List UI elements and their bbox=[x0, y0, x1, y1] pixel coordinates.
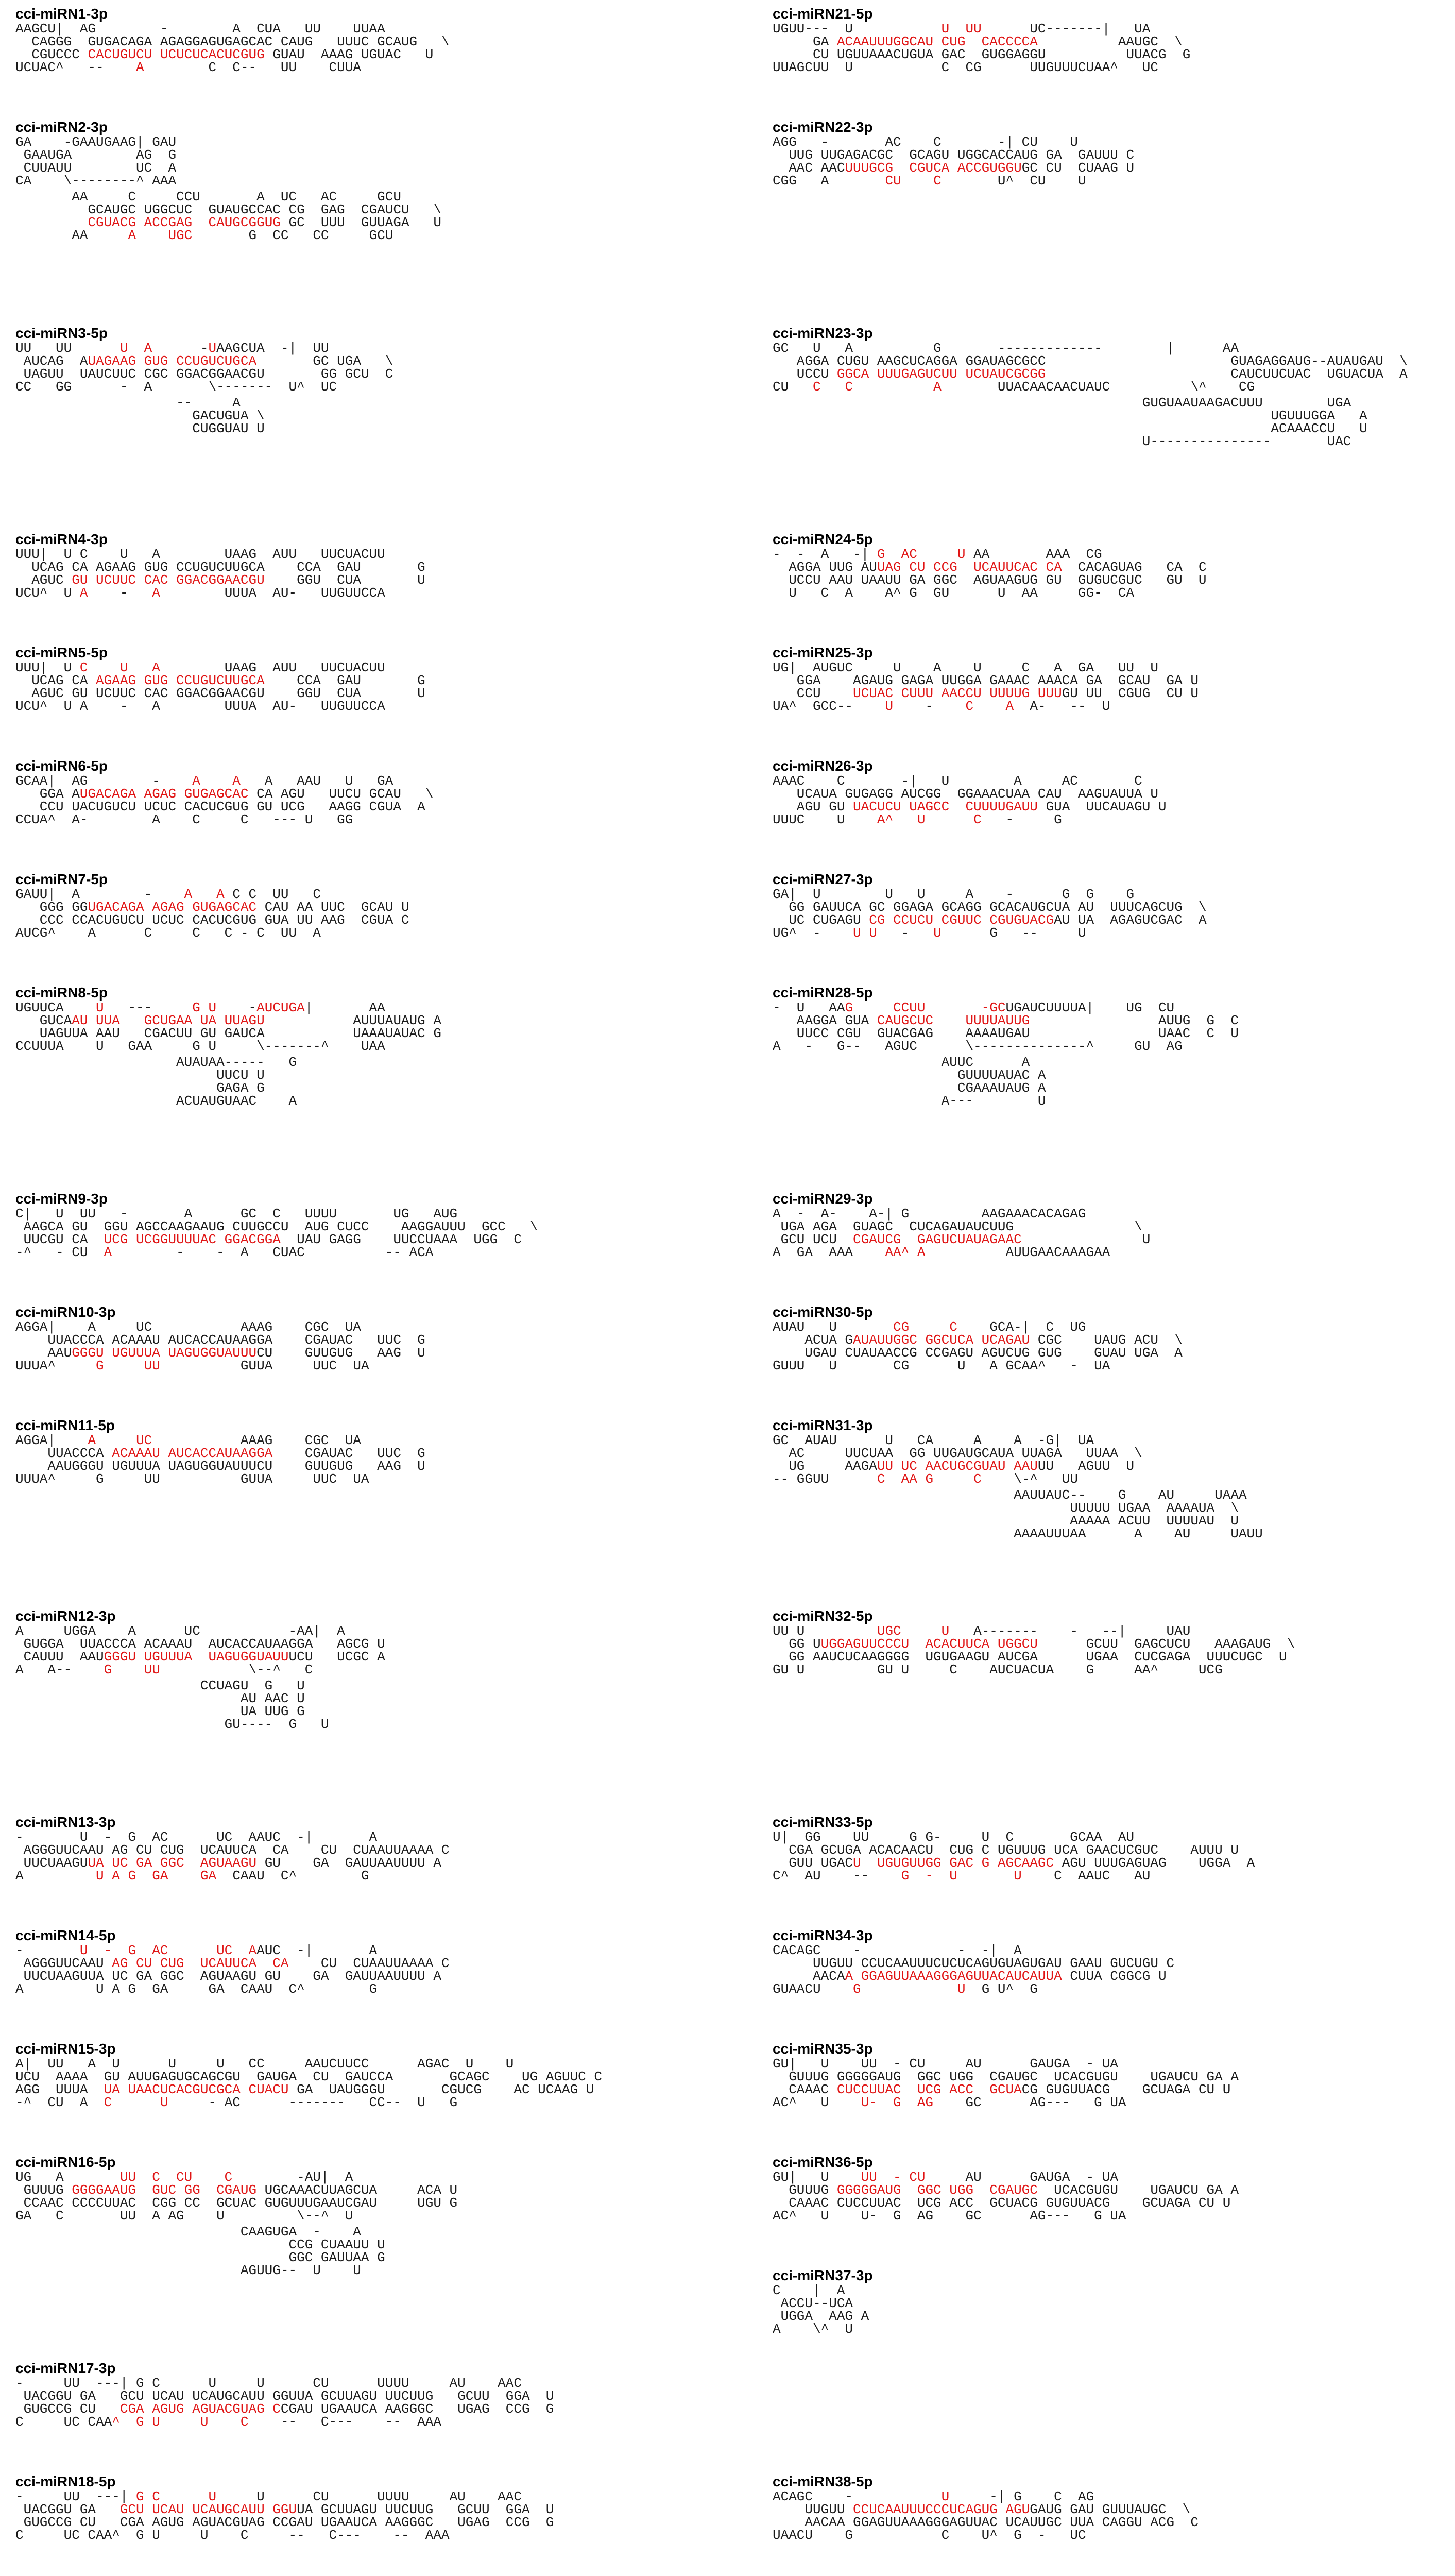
mature-mirna-segment: CGAUCG GAGUCUAUAGAAC bbox=[853, 1232, 1022, 1247]
mature-mirna-segment: U bbox=[917, 812, 926, 827]
mature-mirna-segment: UGACAGA AGAG GUGAGCAC bbox=[79, 786, 249, 802]
mature-mirna-segment: UCUAC CUUU AACCU UUUUG UUU bbox=[853, 686, 1062, 701]
mature-mirna-segment: UGGAGUUCCCU ACACUUCA UGGCU bbox=[820, 1636, 1038, 1652]
mature-mirna-segment: GGGGGAUG GGC UGG CGAUGC bbox=[836, 2182, 1038, 2198]
mature-mirna-segment: U UU bbox=[941, 21, 982, 37]
mature-mirna-segment: GGGU UGUUUA UAGUGGUAUU bbox=[104, 1649, 289, 1665]
mature-mirna-segment: U bbox=[208, 2489, 217, 2504]
mature-mirna-segment: G CCUU -GC bbox=[845, 1000, 1006, 1015]
mirna-name: cci-miRN2-3p bbox=[15, 119, 108, 135]
hairpin-structure: UGUU--- U U UU UC-------| UA GA ACAAUUUGGCAU CUG CACCCCA AAUGC \ CU UGUUAAACUGUA GAC GUGGAGGU UUACG G UUAGCUU U C CG UUGUUUCUAA^ UC bbox=[773, 21, 1191, 75]
mature-mirna-segment: G bbox=[104, 1662, 112, 1677]
mature-mirna-segment: C bbox=[933, 173, 942, 189]
hairpin-block bbox=[773, 2154, 1442, 2223]
hairpin-structure: GC AUAU U CA A A -G| UA AC UUCUAA GG UUGAUGCAUA UUAGA UUAA \ UG AAGAUU UC AACUGCGUAU AAUUU AGUU U -- GGUU C AA G C \-^ UU bbox=[773, 1433, 1142, 1487]
mirna-name: cci-miRN26-3p bbox=[773, 758, 873, 774]
hairpin-block bbox=[773, 984, 1442, 1108]
mature-mirna-segment: CCUCAAUUUCCCUCAGUG AGU bbox=[853, 2502, 1030, 2517]
mirna-name: cci-miRN25-3p bbox=[773, 645, 873, 660]
hairpin-block bbox=[773, 1417, 1442, 1540]
mature-mirna-segment: U A bbox=[119, 341, 152, 356]
mirna-name: cci-miRN31-3p bbox=[773, 1417, 873, 1433]
mature-mirna-segment: C bbox=[965, 699, 974, 714]
mirna-name: cci-miRN29-3p bbox=[773, 1191, 873, 1207]
mature-mirna-segment: GCU UCAU UCAUGCAUU GGU bbox=[119, 2502, 297, 2517]
hairpin-block bbox=[773, 1607, 1442, 1676]
mature-mirna-segment: A bbox=[152, 585, 160, 601]
mirna-name: cci-miRN30-5p bbox=[773, 1304, 873, 1320]
mirna-name: cci-miRN27-3p bbox=[773, 871, 873, 887]
mature-mirna-segment: UU UC AACUGCGUAU AAU bbox=[877, 1459, 1038, 1474]
hairpin-structure: AGG - AC C -| CU U UUG UUGAGACGC GCAGU UGGCACCAUG GA GAUUU C AAC AACUUUGCG CGUCA ACCGUGGUGC CU CUAAG U CGG A CU C U^ CU U bbox=[773, 134, 1135, 189]
mature-mirna-segment: UU bbox=[144, 1358, 160, 1374]
mature-mirna-segment: CACUGUCU UCUCUCACUCGUG bbox=[88, 47, 265, 62]
mature-mirna-segment: G AC bbox=[877, 547, 917, 562]
hairpin-block bbox=[773, 5, 1442, 74]
mirna-name: cci-miRN15-3p bbox=[15, 2041, 116, 2057]
mature-mirna-segment: G - U bbox=[901, 1868, 957, 1884]
mature-mirna-segment: U bbox=[885, 699, 894, 714]
mature-mirna-segment: C bbox=[79, 660, 88, 675]
mature-mirna-segment: U bbox=[1014, 1868, 1022, 1884]
hairpin-structure: C | A ACCU--UCA UGGA AAG A A \^ U bbox=[773, 2283, 869, 2337]
mature-mirna-segment: GGGGAAUG GUC GG CGAUG bbox=[72, 2182, 257, 2198]
mature-mirna-segment: AG CU CUG UCAUUCA CA bbox=[112, 1956, 289, 1971]
hairpin-structure-continuation: AUUC A GUUUUAUAC A CGAAAUAUG A A--- U bbox=[773, 1055, 1046, 1109]
mirna-name: cci-miRN11-5p bbox=[15, 1417, 115, 1433]
hairpin-block bbox=[15, 757, 685, 826]
mature-mirna-segment: C bbox=[973, 1471, 982, 1487]
hairpin-block bbox=[15, 1303, 685, 1372]
mature-mirna-segment: C AA G bbox=[877, 1471, 934, 1487]
hairpin-structure: AGGA| A UC AAAG CGC UA UUACCCA ACAAAU AUCACCAUAAGGA CGAUAC UUC G AAUGGGU UGUUUA UAGUGGUAUUUCU GUUGUG AAG U UUUA^ G UU GUUA UUC UA bbox=[15, 1433, 425, 1487]
mature-mirna-segment: G bbox=[853, 1981, 861, 1997]
mature-mirna-segment: U bbox=[160, 2095, 168, 2110]
mature-mirna-segment: CGA AGUG AGUACGUAG C bbox=[119, 2401, 281, 2417]
mature-mirna-segment: GGCA UUUGAGUCUU UCUAUCGCGG bbox=[836, 366, 1046, 382]
mirna-name: cci-miRN7-5p bbox=[15, 871, 108, 887]
hairpin-block bbox=[15, 2360, 685, 2429]
mature-mirna-segment: U bbox=[941, 2489, 950, 2504]
hairpin-block bbox=[15, 1190, 685, 1259]
mature-mirna-segment: UC bbox=[136, 1433, 152, 1448]
hairpin-structure-continuation: AA C CCU A UC AC GCU GCAUGC UGGCUC GUAUGCCAC CG GAG CGAUCU \ CGUACG ACCGAG CAUGCGGUG GC UUU GUUAGA U AA A UGC G CC CC GCU bbox=[15, 189, 441, 243]
mature-mirna-segment: AU UUA GCUGAA UA UUAGU bbox=[72, 1013, 265, 1028]
hairpin-block bbox=[773, 644, 1442, 713]
hairpin-structure: CACAGC - - -| A UUGUU CCUCAAUUUCUCUCAGUGUAGUGAU GAAU GUCUGU C AACAA GGAGUUAAAGGGAGUUACAUCAUUA CUUA CGGCG U GUAACU G U G U^ G bbox=[773, 1943, 1175, 1997]
mature-mirna-segment: CG CCUCU CGUUC CGUGUACG bbox=[869, 912, 1054, 928]
hairpin-structure: GA| U U U A - G G G GG GAUUCA GC GGAGA GCAGG GCACAUGCUA AU UUUCAGCUG \ UC CUGAGU CG CCUCU CGUUC CGUGUACGAU UA AGAGUCGAC A UG^ - U U - U G -- U bbox=[773, 887, 1207, 941]
mature-mirna-segment: ACAAUUUGGCAU CUG CACCCCA bbox=[836, 34, 1038, 49]
mature-mirna-segment: UU bbox=[144, 1662, 160, 1677]
mirna-name: cci-miRN8-5p bbox=[15, 985, 108, 1001]
mature-mirna-segment: G bbox=[96, 1358, 104, 1374]
mature-mirna-segment: U U bbox=[853, 925, 877, 941]
mirna-name: cci-miRN13-3p bbox=[15, 1814, 116, 1830]
mature-mirna-segment: UU - CU bbox=[861, 2170, 926, 2185]
hairpin-block bbox=[15, 1814, 685, 1883]
mature-mirna-segment: UACUCU UAGCC CUUUUGAUU bbox=[853, 799, 1038, 815]
mature-mirna-segment: A bbox=[136, 60, 144, 75]
mirna-name: cci-miRN37-3p bbox=[773, 2267, 873, 2283]
hairpin-block bbox=[773, 757, 1442, 826]
hairpin-block bbox=[773, 2040, 1442, 2109]
hairpin-structure: U| GG UU G G- U C GCAA AU CGA GCUGA ACACAACU CUG C UGUUUG UCA GAACUCGUC AUUU U GUU UGACU UGUGUUGG GAC G AGCAAGC AGU UUUGAGUAG UGGA A C^ AU -- G - U U C AAUC AU bbox=[773, 1829, 1255, 1884]
mature-mirna-segment: A bbox=[128, 228, 136, 243]
hairpin-structure: GAUU| A - A A C C UU C GGG GGUGACAGA AGAG GUGAGCAC CAU AA UUC GCAU U CCC CCACUGUCU UCUC CACUCGUG GUA UU AAG CGUA C AUCG^ A C C C - C UU A bbox=[15, 887, 409, 941]
mature-mirna-segment: ^ G U U C bbox=[112, 2414, 249, 2430]
mature-mirna-segment: A bbox=[79, 585, 88, 601]
hairpin-block bbox=[15, 531, 685, 600]
mirna-name: cci-miRN36-5p bbox=[773, 2154, 873, 2170]
hairpin-structure: - - A -| G AC U AA AAA CG AGGA UUG AUUAG CU CCG UCAUUCAC CA CACAGUAG CA C UCCU AAU UAAUU GA GGC AGUAAGUG GU GUGUCGUC GU U U C A A^ G GU U AA GG- CA bbox=[773, 547, 1207, 601]
mirna-name: cci-miRN16-5p bbox=[15, 2154, 116, 2170]
hairpin-structure: UUU| U C U A UAAG AUU UUCUACUU UCAG CA AGAAG GUG CCUGUCUUGCA CCA GAU G AGUC GU UCUUC CAC GGACGGAACGU GGU CUA U UCU^ U A - A UUUA AU- UUGUUCCA bbox=[15, 547, 425, 601]
hairpin-block bbox=[15, 1927, 685, 1996]
mature-mirna-segment: G C bbox=[136, 2489, 160, 2504]
hairpin-block bbox=[15, 2040, 685, 2109]
mature-mirna-segment: UGACAGA AGAG GUGAGCAC bbox=[88, 900, 257, 915]
mature-mirna-segment: ACAAAU AUCACCAUAAGGA bbox=[112, 1446, 273, 1461]
mature-mirna-segment: U bbox=[208, 341, 217, 356]
hairpin-structure-continuation: AAUUAUC-- G AU UAAA UUUUU UGAA AAAAUA \ AAAAA ACUU UUUUAU U AAAAUUUAA A AU UAUU bbox=[773, 1487, 1263, 1541]
mature-mirna-segment: U A bbox=[119, 660, 160, 675]
mature-mirna-segment: CG C bbox=[893, 1319, 957, 1335]
mirna-name: cci-miRN3-5p bbox=[15, 325, 108, 341]
hairpin-structure: AAAC C -| U A AC C UCAUA GUGAGG AUCGG GGAAACUAA CAU AAGUAUUA U AGU GU UACUCU UAGCC CUUUUGAUU GUA UUCAUAGU U UUUC U A^ U C - G bbox=[773, 773, 1167, 827]
mirna-name: cci-miRN1-3p bbox=[15, 6, 108, 22]
mature-mirna-segment: U - G AC bbox=[79, 1943, 168, 1958]
hairpin-block bbox=[15, 1607, 685, 1731]
hairpin-structure: - UU ---| G C U U CU UUUU AU AAC UACGGU GA GCU UCAU UCAUGCAUU GGUUA GCUUAGU UUCUUG GCUU GGA U GUGCCG CU CGA AGUG AGUACGUAG CCGAU UGAAUCA AAGGGC UGAG CCG G C UC CAA^ G U U C -- C--- -- AAA bbox=[15, 2376, 554, 2430]
mature-mirna-segment: U bbox=[933, 925, 942, 941]
mature-mirna-segment: UU C CU C bbox=[119, 2170, 233, 2185]
hairpin-structure: UG A UU C CU C -AU| A GUUUG GGGGAAUG GUC GG CGAUG UGCAAACUUAGCUA ACA U CCAAC CCCCUUAC CGG CC GCUAC GUGUUUGAAUCGAU UGU G GA C UU A AG U \--^ U bbox=[15, 2170, 458, 2224]
hairpin-block bbox=[15, 5, 685, 74]
hairpin-structure-continuation: AUAUAA----- G UUCU U GAGA G ACUAUGUAAC A bbox=[15, 1055, 297, 1109]
hairpin-block bbox=[773, 531, 1442, 600]
hairpin-structure: GCAA| AG - A A A AAU U GA GGA AUGACAGA AGAG GUGAGCAC CA AGU UUCU GCAU \ CCU UACUGUCU UCUC CACUCGUG GU UCG AAGG CGUA A CCUA^ A- A C C --- U GG bbox=[15, 773, 434, 827]
hairpin-block bbox=[15, 325, 685, 435]
mature-mirna-segment: U bbox=[941, 1623, 950, 1639]
mature-mirna-segment: CUCCUUAC UCG ACC GCUA bbox=[836, 2082, 1022, 2097]
hairpin-block bbox=[15, 1417, 685, 1486]
mature-mirna-segment: CGUACG ACCGAG CAUGCGGUG bbox=[88, 215, 281, 230]
mature-mirna-segment: UGC bbox=[877, 1623, 901, 1639]
hairpin-structure-continuation: -- A GACUGUA \ CUGGUAU U bbox=[15, 395, 265, 436]
mature-mirna-segment: C bbox=[845, 379, 853, 395]
hairpin-block bbox=[773, 1303, 1442, 1372]
hairpin-structure: GU| U UU - CU AU GAUGA - UA GUUUG GGGGGAUG GGC UGG CGAUGC UCACGUGU UGAUCU GA A CAAAC CUCCUUAC UCG ACC GCUACG GUGUUACG GCUAGA CU U AC^ U U- G AG GC AG--- G UA bbox=[773, 2056, 1239, 2110]
hairpin-block bbox=[15, 644, 685, 713]
mature-mirna-segment: CU bbox=[885, 173, 901, 189]
mature-mirna-segment: UCG UCGGUUUUAC GGACGGA bbox=[104, 1232, 281, 1247]
hairpin-block bbox=[773, 1927, 1442, 1996]
mature-mirna-segment: A GGAGUUAAAGGGAGUUACAUCAUUA bbox=[845, 1969, 1062, 1984]
hairpin-structure: GU| U UU - CU AU GAUGA - UA GUUUG GGGGGAUG GGC UGG CGAUGC UCACGUGU UGAUCU GA A CAAAC CUCCUUAC UCG ACC GCUACG GUGUUACG GCUAGA CU U AC^ U U- G AG GC AG--- G UA bbox=[773, 2170, 1239, 2224]
hairpin-block bbox=[15, 984, 685, 1108]
mature-mirna-segment: C bbox=[104, 2095, 112, 2110]
hairpin-structure: GC U A G ------------- | AA AGGA CUGU AAGCUCAGGA GGAUAGCGCC GUAGAGGAUG--AUAUGAU \ UCCU GGCA UUUGAGUCUU UCUAUCGCGG CAUCUUCUAC UGUACUA A CU C C A UUACAACAACUAUC \^ CG bbox=[773, 341, 1408, 395]
mature-mirna-segment: U- G AG bbox=[861, 2095, 934, 2110]
mature-mirna-segment: C bbox=[813, 379, 821, 395]
mature-mirna-segment: A bbox=[192, 773, 200, 789]
mature-mirna-segment: AGAAG GUG CCUGUCUUGCA bbox=[96, 673, 265, 688]
hairpin-structure: UU UU U A -UAAGCUA -| UU AUCAG AUAGAAG GUG CCUGUCUGCA GC UGA \ UAGUU UAUCUUC CGC GGACGGAACGU GG GCU C CC GG - A \------- U^ UC bbox=[15, 341, 393, 395]
hairpin-block bbox=[15, 118, 685, 242]
hairpin-structure: - U AAG CCUU -GCUGAUCUUUUA| UG CU AAGGA GUA CAUGCUC UUUUAUUG AUUG G C UUCC CGU GUACGAG AAAAUGAU UAAC C U A - G-- AGUC \--------------^ GU AG bbox=[773, 1000, 1239, 1054]
mature-mirna-segment: GA bbox=[200, 1868, 217, 1884]
hairpin-block bbox=[773, 2473, 1442, 2542]
mirna-name: cci-miRN24-5p bbox=[773, 531, 873, 547]
mature-mirna-segment: G U bbox=[192, 1000, 217, 1015]
mirna-name: cci-miRN6-5p bbox=[15, 758, 108, 774]
mature-mirna-segment: UGC bbox=[168, 228, 193, 243]
hairpin-structure: A UGGA A UC -AA| A GUGGA UUACCCA ACAAAU AUCACCAUAAGGA AGCG U CAUUU AAUGGGU UGUUUA UAGUGGUAUUUCU UCGC A A A-- G UU \--^ C bbox=[15, 1623, 385, 1677]
hairpin-structure: UG| AUGUC U A U C A GA UU U GGA AGAUG GAGA UUGGA GAAAC AAACA GA GCAU GA U CCU UCUAC CUUU AACCU UUUUG UUUGU UU CGUG CU U UA^ GCC-- U - C A A- -- U bbox=[773, 660, 1199, 714]
hairpin-structure-continuation: GUGUAAUAAGACUUU UGA UGUUUGGA A ACAAACCU U U--------------- UAC bbox=[773, 395, 1367, 449]
hairpin-structure: AUAU U CG C GCA-| C UG ACUA GAUAUUGGC GGCUCA UCAGAU CGC UAUG ACU \ UGAU CUAUAACCG CCGAGU AGUCUG GUG GUAU UGA A GUUU U CG U A GCAA^ - UA bbox=[773, 1319, 1183, 1374]
hairpin-block bbox=[773, 2267, 1442, 2336]
mature-mirna-segment: UA UAACUCACGUCGCA CUACU bbox=[104, 2082, 289, 2097]
hairpin-structure: GA -GAAUGAAG| GAU GAAUGA AG G CUUAUU UC A CA \--------^ AAA bbox=[15, 134, 177, 189]
mirna-name: cci-miRN12-3p bbox=[15, 1608, 116, 1624]
hairpin-structure: A - A- A-| G AAGAAACACAGAG UGA AGA GUAGC CUCAGAUAUCUUG \ GCU UCU CGAUCG GAGUCUAUAGAAC U A GA AAA AA^ A AUUGAACAAAGAA bbox=[773, 1206, 1151, 1260]
mirna-name: cci-miRN21-5p bbox=[773, 6, 873, 22]
mature-mirna-segment: UA UC GA GGC AGUAAGU bbox=[88, 1855, 257, 1871]
hairpin-structure: UU U UGC U A------- - --| UAU GG UUGGAGUUCCCU ACACUUCA UGGCU GCUU GAGCUCU AAAGAUG \ GG AAUCUCAAGGGG UGUGAAGU AUCGA UGAA CUCGAGA UUUCUGC U GU U GU U C AUCUACUA G AA^ UCG bbox=[773, 1623, 1295, 1677]
hairpin-structure: C| U UU - A GC C UUUU UG AUG AAGCA GU GGU AGCCAAGAAUG CUUGCCU AUG CUCC AAGGAUUU GCC \ UUCGU CA UCG UCGGUUUUAC GGACGGA UAU GAGG UUCCUAAA UGG C -^ - CU A - - A CUAC -- ACA bbox=[15, 1206, 538, 1260]
hairpin-structure: AAGCU| AG - A CUA UU UUAA CAGGG GUGACAGA AGAGGAGUGAGCAC CAUG UUUC GCAUG \ CGUCCC CACUGUCU UCUCUCACUCGUG GUAU AAAG UGUAC U UCUAC^ -- A C C-- UU CUUA bbox=[15, 21, 450, 75]
hairpin-block bbox=[773, 871, 1442, 940]
mature-mirna-segment: A bbox=[933, 379, 942, 395]
mature-mirna-segment: A bbox=[184, 887, 193, 902]
mature-mirna-segment: A^ bbox=[877, 812, 894, 827]
mature-mirna-segment: A bbox=[104, 1245, 112, 1260]
mature-mirna-segment: C bbox=[973, 812, 982, 827]
hairpin-structure: UGUUCA U --- G U -AUCUGA| AA GUCAAU UUA GCUGAA UA UUAGU AUUUAUAUG A UAGUUA AAU CGACUU GU GAUCA UAAAUAUAC G CCUUUA U GAA G U \-------^ UAA bbox=[15, 1000, 441, 1054]
mirna-name: cci-miRN34-3p bbox=[773, 1927, 873, 1943]
mirna-name: cci-miRN33-5p bbox=[773, 1814, 873, 1830]
hairpin-structure: - U - G AC UC AAUC -| A AGGGUUCAAU AG CU CUG UCAUUCA CA CU CUAAUUAAAA C UUCUAAGUUA UC GA GGC AGUAAGU GU GA GAUUAAUUUU A A U A G GA GA CAAU C^ G bbox=[15, 1829, 450, 1884]
mature-mirna-segment: UAG CU CCG UCAUUCAC CA bbox=[877, 560, 1062, 575]
mature-mirna-segment: U bbox=[96, 1000, 104, 1015]
hairpin-block bbox=[773, 118, 1442, 188]
mirna-name: cci-miRN23-3p bbox=[773, 325, 873, 341]
hairpin-block bbox=[773, 1814, 1442, 1883]
mirna-name: cci-miRN28-5p bbox=[773, 985, 873, 1001]
mature-mirna-segment: AA^ A bbox=[885, 1245, 926, 1260]
mature-mirna-segment: GGGU UGUUUA UAGUGGUAUUU bbox=[72, 1345, 257, 1361]
mature-mirna-segment: UAGAAG GUG CCUGUCUGCA bbox=[88, 353, 257, 369]
mature-mirna-segment: A bbox=[88, 1433, 96, 1448]
mature-mirna-segment: CAUGCUC UUUUAUUG bbox=[877, 1013, 1030, 1028]
hairpin-block bbox=[15, 2473, 685, 2542]
mature-mirna-segment: UC A bbox=[216, 1943, 257, 1958]
hairpin-structure: - U - G AC UC AAUC -| A AGGGUUCAAU AG CU CUG UCAUUCA CA CU CUAAUUAAAA C UUCUAAGUUA UC GA GGC AGUAAGU GU GA GAUUAAUUUU A A U A G GA GA CAAU C^ G bbox=[15, 1943, 450, 1997]
mature-mirna-segment: U UGUGUUGG GAC G AGCAAGC bbox=[853, 1855, 1054, 1871]
mature-mirna-segment: A bbox=[232, 773, 241, 789]
mature-mirna-segment: AUAUUGGC GGCUCA UCAGAU bbox=[853, 1332, 1030, 1348]
mature-mirna-segment: GU UCUUC CAC GGACGGAACGU bbox=[72, 572, 265, 588]
mirna-name: cci-miRN14-5p bbox=[15, 1927, 116, 1943]
hairpin-structure: AGGA| A UC AAAG CGC UA UUACCCA ACAAAU AUCACCAUAAGGA CGAUAC UUC G AAUGGGU UGUUUA UAGUGGUAUUUCU GUUGUG AAG U UUUA^ G UU GUUA UUC UA bbox=[15, 1319, 425, 1374]
mirna-name: cci-miRN10-3p bbox=[15, 1304, 116, 1320]
mature-mirna-segment: U bbox=[957, 1981, 966, 1997]
hairpin-structure: UUU| U C U A UAAG AUU UUCUACUU UCAG CA AGAAG GUG CCUGUCUUGCA CCA GAU G AGUC GU UCUUC CAC GGACGGAACGU GGU CUA U UCU^ U A - A UUUA AU- UUGUUCCA bbox=[15, 660, 425, 714]
hairpin-structure: ACAGC - U -| G C AG UUGUU CCUCAAUUUCCCUCAGUG AGUGAUG GAU GUUUAUGC \ AACAA GGAGUUAAAGGGAGUUAC UCAUUGC UUA CAGGU ACG C UAACU G C U^ G - UC bbox=[773, 2489, 1199, 2543]
hairpin-block bbox=[15, 871, 685, 940]
mature-mirna-segment: A bbox=[216, 887, 225, 902]
hairpin-structure: - UU ---| G C U U CU UUUU AU AAC UACGGU GA GCU UCAU UCAUGCAUU GGUUA GCUUAGU UUCUUG GCUU GGA U GUGCCG CU CGA AGUG AGUACGUAG CCGAU UGAAUCA AAGGGC UGAG CCG G C UC CAA^ G U U C -- C--- -- AAA bbox=[15, 2489, 554, 2543]
hairpin-block bbox=[773, 1190, 1442, 1259]
mirna-name: cci-miRN18-5p bbox=[15, 2473, 116, 2489]
hairpin-structure-continuation: CAAGUGA - A CCG CUAAUU U GGC GAUUAA G AGUUG-- U U bbox=[15, 2224, 385, 2278]
mature-mirna-segment: U bbox=[957, 547, 966, 562]
hairpin-structure-continuation: CCUAGU G U AU AAC U UA UUG G GU---- G U bbox=[15, 1678, 329, 1732]
mature-mirna-segment: A bbox=[1005, 699, 1014, 714]
mature-mirna-segment: U A G GA bbox=[96, 1868, 168, 1884]
mirna-name: cci-miRN4-3p bbox=[15, 531, 108, 547]
mirna-name: cci-miRN38-5p bbox=[773, 2473, 873, 2489]
mirna-name: cci-miRN5-5p bbox=[15, 645, 108, 660]
mature-mirna-segment: AUCUGA bbox=[256, 1000, 305, 1015]
mature-mirna-segment: UUUGCG CGUCA ACCGUGGU bbox=[845, 160, 1022, 176]
mirna-name: cci-miRN22-3p bbox=[773, 119, 873, 135]
hairpin-block bbox=[773, 325, 1442, 448]
hairpin-structure: A| UU A U U U CC AAUCUUCC AGAC U U UCU AAAA GU AUUGAGUGCAGCGU GAUGA CU GAUCCA GCAGC UG AGUUC C AGG UUUA UA UAACUCACGUCGCA CUACU GA UAUGGGU CGUCG AC UCAAG U -^ CU A C U - AC ------- CC-- U G bbox=[15, 2056, 602, 2110]
mirna-name: cci-miRN17-3p bbox=[15, 2360, 116, 2376]
mirna-name: cci-miRN9-3p bbox=[15, 1191, 108, 1207]
mirna-name: cci-miRN35-3p bbox=[773, 2041, 873, 2057]
mirna-name: cci-miRN32-5p bbox=[773, 1608, 873, 1624]
hairpin-block bbox=[15, 2154, 685, 2277]
